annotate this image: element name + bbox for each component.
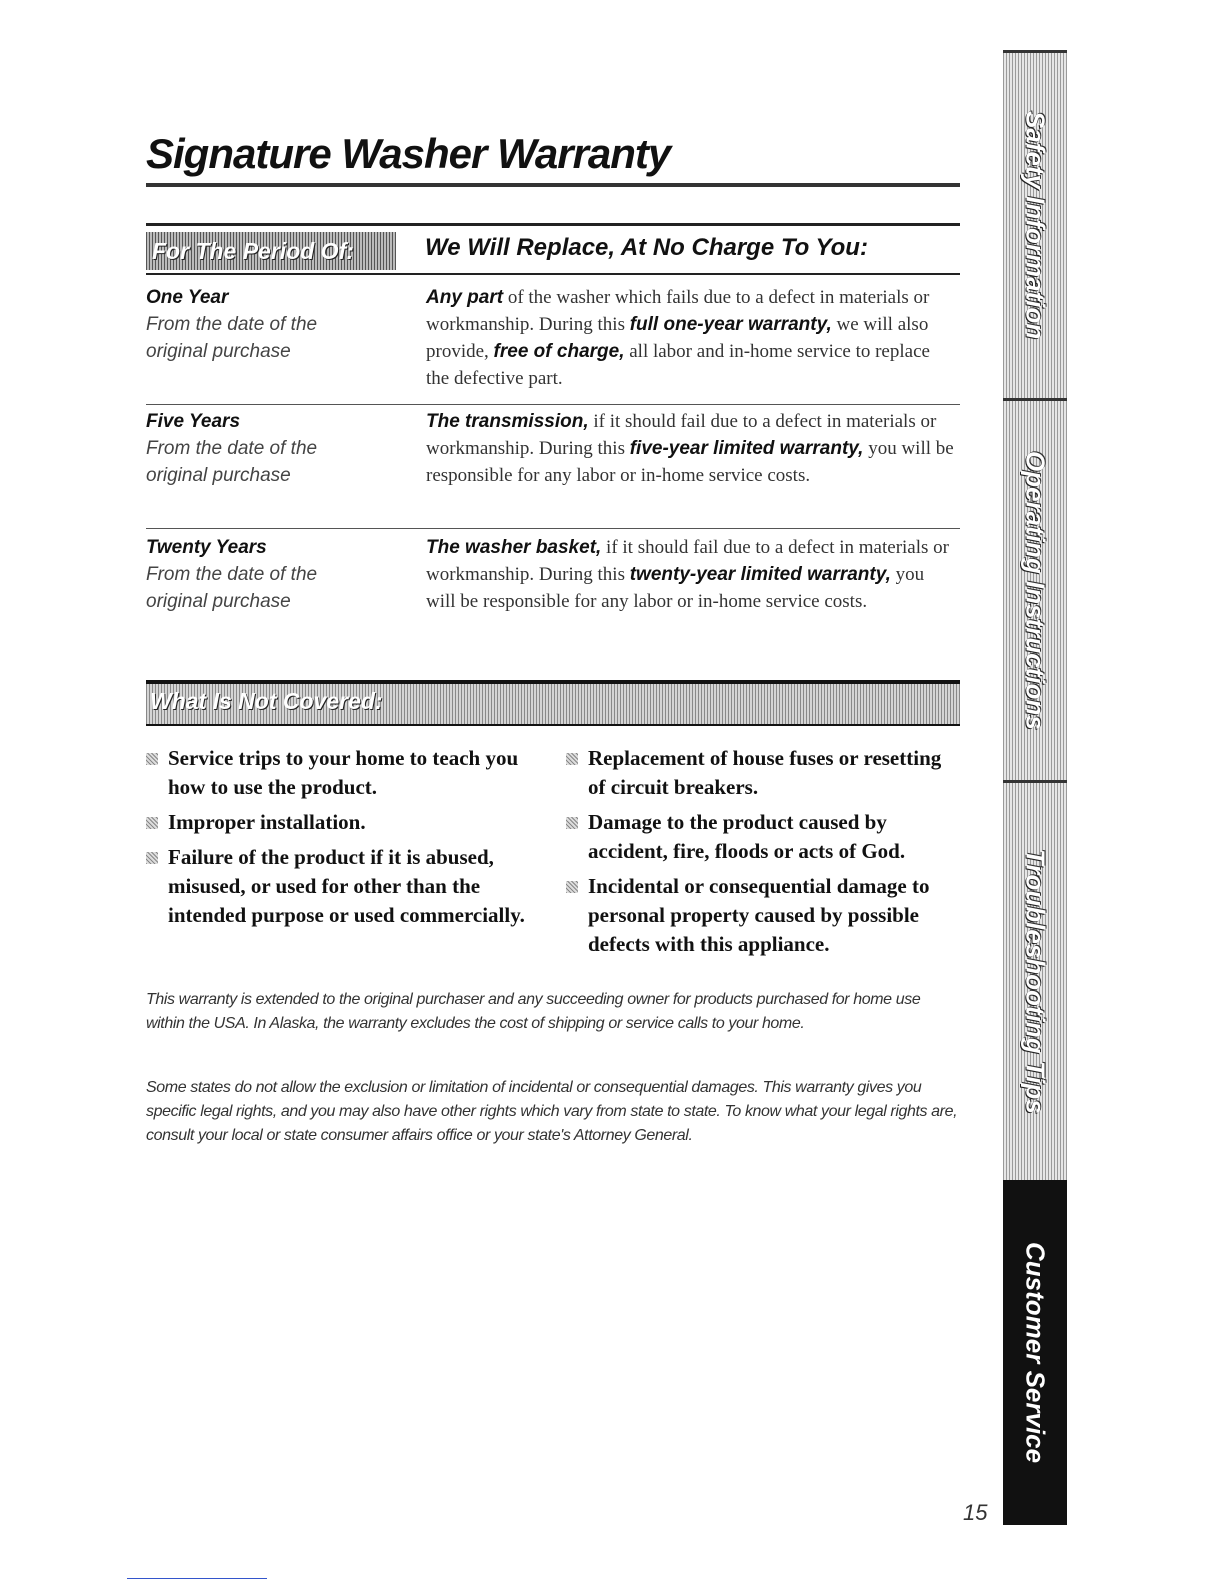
not-covered-header: What Is Not Covered: bbox=[150, 688, 383, 714]
coverage-term: twenty-year limited warranty, bbox=[629, 564, 891, 585]
period-purchase: original purchase bbox=[146, 465, 291, 486]
period-cell bbox=[146, 534, 396, 615]
not-covered-right-column bbox=[566, 744, 956, 965]
fine-print-usa: This warranty is extended to the original purchaser and any succeeding owner for products purchased for home use within the USA. In Alaska, the warranty excludes the cost of shipping or service calls to your home. bbox=[146, 991, 921, 1032]
tab-label: Operating Instructions bbox=[1020, 451, 1051, 730]
period-years: Twenty Years bbox=[146, 537, 267, 558]
coverage-text: of the washer which fails due to a defect in materials or workmanship. During this bbox=[426, 287, 930, 335]
coverage-text: you will be responsible for any labor or in-home service costs. bbox=[426, 564, 925, 612]
period-years: One Year bbox=[146, 287, 229, 308]
page-title: Signature Washer Warranty bbox=[146, 130, 671, 177]
tab-label: Customer Service bbox=[1020, 1241, 1051, 1464]
period-years: Five Years bbox=[146, 411, 241, 432]
not-covered-item: Incidental or consequential damage to personal property caused by possible defects with this appliance. bbox=[566, 872, 956, 959]
not-covered-header-bar bbox=[146, 680, 960, 726]
period-header: For The Period Of: bbox=[146, 232, 396, 270]
fine-print-legal-rights: Some states do not allow the exclusion or limitation of incidental or consequential damages. This warranty gives you specific legal rights, and you may also have other rights which vary from state to state. To know what your legal rights are, consult your local or state consumer affairs office or your state's Attorney General. bbox=[146, 1079, 958, 1144]
coverage-description bbox=[426, 408, 956, 489]
coverage-description bbox=[426, 284, 956, 392]
header-rule bbox=[146, 273, 960, 275]
page-number: 15 bbox=[963, 1500, 988, 1525]
not-covered-item: Failure of the product if it is abused, misused, or used for other than the intended purpose or used commercially. bbox=[146, 843, 536, 930]
period-purchase: original purchase bbox=[146, 341, 291, 362]
tab-customer-service[interactable] bbox=[1003, 1180, 1067, 1525]
coverage-description bbox=[426, 534, 956, 615]
tab-operating-instructions[interactable] bbox=[1003, 398, 1067, 780]
period-from: From the date of the bbox=[146, 438, 318, 459]
not-covered-item: Service trips to your home to teach you how to use the product. bbox=[146, 744, 536, 802]
coverage-text: you will be responsible for any labor or in-home service costs. bbox=[426, 438, 954, 486]
tab-safety-information[interactable] bbox=[1003, 50, 1067, 398]
tab-label: Safety Information bbox=[1020, 111, 1051, 340]
not-covered-item: Replacement of house fuses or resetting of circuit breakers. bbox=[566, 744, 956, 802]
row-divider bbox=[146, 528, 960, 529]
not-covered-left-column bbox=[146, 744, 536, 936]
coverage-term: full one-year warranty, bbox=[629, 314, 832, 335]
period-from: From the date of the bbox=[146, 564, 318, 585]
coverage-text: if it should fail due to a defect in materials or workmanship. During this bbox=[426, 537, 949, 585]
period-from: From the date of the bbox=[146, 314, 318, 335]
period-purchase: original purchase bbox=[146, 591, 291, 612]
coverage-free: free of charge, bbox=[493, 341, 625, 362]
title-rule bbox=[146, 183, 960, 187]
coverage-text: all labor and in-home service to replace the defective part. bbox=[426, 341, 930, 389]
not-covered-item: Improper installation. bbox=[146, 808, 536, 837]
coverage-text: if it should fail due to a defect in materials or workmanship. During this bbox=[426, 411, 937, 459]
not-covered-item: Damage to the product caused by accident, fire, floods or acts of God. bbox=[566, 808, 956, 866]
coverage-text: we will also provide, bbox=[426, 314, 929, 362]
table-top-rule bbox=[146, 223, 960, 226]
coverage-part: The washer basket, bbox=[426, 537, 602, 558]
tab-troubleshooting-tips[interactable] bbox=[1003, 780, 1067, 1180]
coverage-part: The transmission, bbox=[426, 411, 589, 432]
replace-header: We Will Replace, At No Charge To You: bbox=[425, 234, 868, 261]
coverage-term: five-year limited warranty, bbox=[629, 438, 864, 459]
coverage-part: Any part bbox=[426, 287, 504, 308]
period-cell bbox=[146, 408, 396, 489]
tab-label: Troubleshooting Tips bbox=[1020, 849, 1051, 1114]
row-divider bbox=[146, 404, 960, 405]
bottom-link-underline bbox=[127, 1578, 267, 1579]
period-cell bbox=[146, 284, 396, 365]
